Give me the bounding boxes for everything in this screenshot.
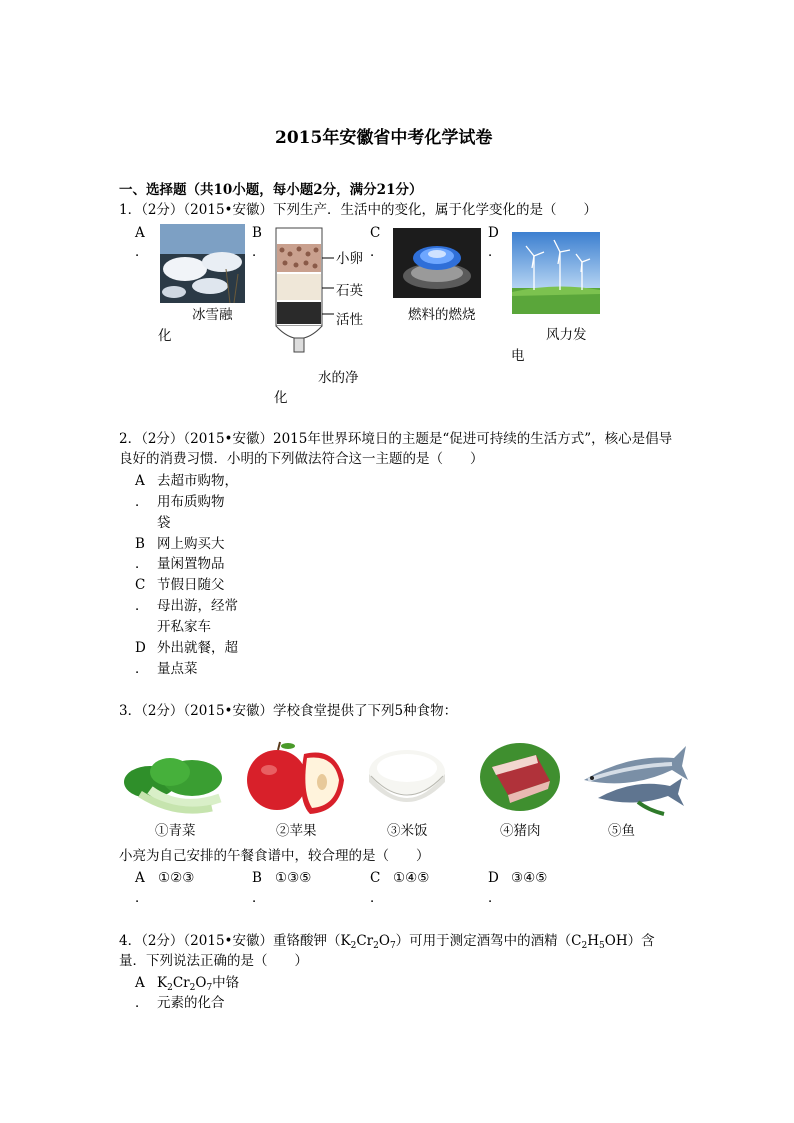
q4-option-a-letter: A bbox=[135, 975, 145, 991]
q3-option-a-dot: ． bbox=[135, 890, 149, 906]
q2-option-d-line1: 外出就餐，超 bbox=[157, 640, 238, 656]
q1-option-a-letter: A bbox=[135, 225, 145, 241]
gas-burner-image bbox=[393, 228, 481, 298]
section-heading: 一、选择题（共10小题，每小题2分，满分21分） bbox=[119, 182, 423, 198]
q3-option-d-text: ③④⑤ bbox=[511, 870, 548, 886]
q2-option-a-dot: ． bbox=[135, 494, 149, 510]
q1-option-c-letter: C bbox=[370, 225, 381, 241]
filter-layer-quartz-label: 石英 bbox=[336, 283, 363, 299]
wind-turbine-image bbox=[512, 232, 600, 314]
q2-option-c-line1: 节假日随父 bbox=[157, 577, 225, 593]
q1-option-a-label-cont: 化 bbox=[158, 328, 172, 344]
q2-option-d-dot: ． bbox=[135, 661, 149, 677]
q2-option-a-line3: 袋 bbox=[157, 515, 171, 531]
q3-option-a-letter: A bbox=[135, 870, 145, 886]
q2-option-c-line3: 开私家车 bbox=[157, 619, 211, 635]
snow-melting-image bbox=[160, 224, 245, 303]
q1-option-c-dot: ． bbox=[370, 244, 384, 260]
q2-option-b-line1: 网上购买大 bbox=[157, 536, 225, 552]
q1-option-b-label-cont: 化 bbox=[274, 390, 288, 406]
q2-option-c-dot: ． bbox=[135, 598, 149, 614]
q4-option-a-line1: $K_2Cr_2O_7$中铬 bbox=[157, 975, 240, 993]
q1-option-d-label: 风力发 bbox=[546, 327, 587, 343]
question-3-prompt: 小亮为自己安排的午餐食谱中，较合理的是（ ） bbox=[119, 848, 430, 864]
q3-option-d-dot: ． bbox=[488, 890, 502, 906]
q1-option-d-letter: D bbox=[488, 225, 499, 241]
q4-option-a-dot: ． bbox=[135, 995, 149, 1011]
q2-option-b-letter: B bbox=[135, 536, 145, 552]
pork-image bbox=[478, 733, 562, 817]
q1-option-a-label: 冰雪融 bbox=[192, 307, 233, 323]
q3-option-b-dot: ． bbox=[252, 890, 266, 906]
page-title: 2015年安徽省中考化学试卷 bbox=[275, 128, 493, 148]
q4-option-a-line2: 元素的化合 bbox=[157, 995, 225, 1011]
q3-option-d-letter: D bbox=[488, 870, 499, 886]
q2-option-d-line2: 量点菜 bbox=[157, 661, 198, 677]
question-2-stem: 2．（2分）（2015•安徽）2015年世界环境日的主题是“促进可持续的生活方式”，核心是倡导 bbox=[119, 431, 673, 447]
food-label-4: ④猪肉 bbox=[500, 823, 541, 839]
q2-option-a-letter: A bbox=[135, 473, 145, 489]
q2-option-a-line2: 用布质购物 bbox=[157, 494, 225, 510]
filter-layer-pebble-label: 小卵 bbox=[336, 251, 363, 267]
q2-option-a-line1: 去超市购物， bbox=[157, 473, 238, 489]
q1-option-d-dot: ． bbox=[488, 244, 502, 260]
q3-option-b-text: ①③⑤ bbox=[275, 870, 312, 886]
apple-image bbox=[244, 740, 349, 818]
q2-option-b-line2: 量闲置物品 bbox=[157, 556, 225, 572]
food-label-5: ⑤鱼 bbox=[608, 823, 635, 839]
q1-option-a-dot: ． bbox=[135, 244, 149, 260]
q1-option-c-label: 燃料的燃烧 bbox=[408, 307, 476, 323]
question-2-stem-cont: 良好的消费习惯．小明的下列做法符合这一主题的是（ ） bbox=[119, 451, 484, 467]
rice-bowl-image bbox=[365, 742, 449, 814]
q2-option-c-letter: C bbox=[135, 577, 146, 593]
q3-option-c-text: ①④⑤ bbox=[393, 870, 430, 886]
q3-option-c-dot: ． bbox=[370, 890, 384, 906]
food-label-3: ③米饭 bbox=[387, 823, 428, 839]
food-label-2: ②苹果 bbox=[276, 823, 317, 839]
q3-option-c-letter: C bbox=[370, 870, 381, 886]
fish-image bbox=[578, 736, 688, 818]
question-4-stem: 4．（2分）（2015•安徽）重铬酸钾$(K_2Cr_2O_7)$可用于测定酒驾中的酒精$(C_2H_5OH)$含 bbox=[119, 933, 655, 951]
water-filter-image bbox=[272, 226, 334, 360]
q1-option-d-label-cont: 电 bbox=[511, 348, 525, 364]
question-4-stem-cont: 量．下列说法正确的是（ ） bbox=[119, 953, 308, 969]
filter-layer-carbon-label: 活性 bbox=[336, 312, 363, 328]
q3-option-b-letter: B bbox=[252, 870, 262, 886]
q2-option-d-letter: D bbox=[135, 640, 146, 656]
question-3-stem: 3．（2分）（2015•安徽）学校食堂提供了下列5种食物： bbox=[119, 703, 458, 719]
q2-option-b-dot: ． bbox=[135, 556, 149, 572]
q1-option-b-dot: ． bbox=[252, 244, 266, 260]
q1-option-b-letter: B bbox=[252, 225, 262, 241]
q1-option-b-label: 水的净 bbox=[318, 370, 359, 386]
question-1-stem: 1．（2分）（2015•安徽）下列生产．生活中的变化，属于化学变化的是（ ） bbox=[119, 202, 597, 218]
bok-choy-image bbox=[120, 752, 226, 818]
q3-option-a-text: ①②③ bbox=[158, 870, 195, 886]
food-label-1: ①青菜 bbox=[155, 823, 196, 839]
q2-option-c-line2: 母出游，经常 bbox=[157, 598, 238, 614]
